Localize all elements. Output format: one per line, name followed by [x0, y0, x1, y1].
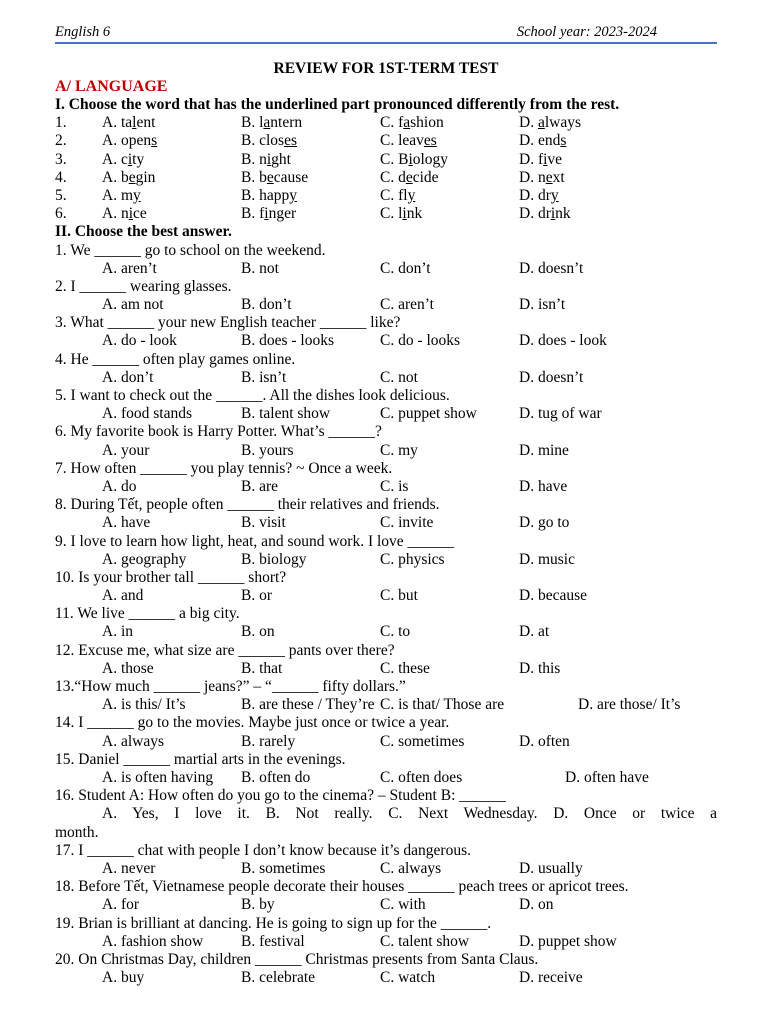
answer-option: B. because — [241, 168, 309, 186]
answer-option: D. five — [519, 150, 563, 168]
question-text: 18. Before Tết, Vietnamese people decorate their houses ______ peach trees or apricot trees. — [55, 878, 629, 896]
answer-continuation: month. — [55, 823, 99, 841]
answer-option: C. my — [380, 441, 418, 459]
question-text: 4. He ______ often play games online. — [55, 350, 296, 368]
part2-heading: II. Choose the best answer. — [55, 223, 232, 241]
answer-option: B. are these / They’re — [241, 696, 375, 714]
part2-list — [55, 242, 717, 988]
answer-option: B. are — [241, 477, 279, 495]
question-text: 1. We ______ go to school on the weekend. — [55, 241, 326, 259]
answer-options-row — [55, 296, 717, 314]
answer-options-row — [55, 769, 717, 787]
question-text: 2. I ______ wearing glasses. — [55, 277, 232, 295]
answer-options-row — [55, 260, 717, 278]
answer-option: A. is often having — [102, 768, 214, 786]
answer-option: B. finger — [241, 205, 297, 223]
question-text: 9. I love to learn how light, heat, and sound work. I love ______ — [55, 532, 455, 550]
answer-option: B. yours — [241, 441, 294, 459]
page-title: REVIEW FOR 1ST-TERM TEST — [273, 60, 499, 77]
answer-option: B. on — [241, 623, 275, 641]
answer-option: C. with — [380, 896, 426, 914]
answer-option: C. puppet show — [380, 405, 477, 423]
row-number: 4. — [55, 168, 67, 186]
question-text: 17. I ______ chat with people I don’t know because it’s dangerous. — [55, 841, 471, 859]
answer-option: D. go to — [519, 514, 570, 532]
question-text: 16. Student A: How often do you go to the cinema? – Student B: ______ — [55, 787, 506, 805]
answer-option: A. aren’t — [102, 259, 157, 277]
answer-option: B. don’t — [241, 296, 292, 314]
answer-options-row — [55, 733, 717, 751]
part1-heading: I. Choose the word that has the underlined part pronounced differently from the rest. — [55, 96, 620, 113]
answer-option: D. always — [519, 114, 582, 132]
answer-option: C. is that/ Those are — [380, 696, 505, 714]
answer-option: D. ends — [519, 132, 567, 150]
answer-option: D. next — [519, 168, 565, 186]
answer-option: B. happy — [241, 186, 297, 204]
row-number: 5. — [55, 186, 67, 204]
answer-option: D. this — [519, 659, 561, 677]
answer-option: C. fashion — [380, 114, 444, 132]
answer-option: B. night — [241, 150, 291, 168]
answer-options-row — [55, 478, 717, 496]
answer-option: B. closes — [241, 132, 297, 150]
answer-option: C. watch — [380, 969, 436, 987]
answer-option: C. link — [380, 205, 423, 223]
header-school-year: School year: 2023-2024 — [516, 24, 657, 40]
answer-option: C. sometimes — [380, 732, 465, 750]
section-a-heading: A/ LANGUAGE — [55, 78, 168, 95]
document-page — [55, 20, 717, 987]
row-number: 1. — [55, 114, 67, 132]
answer-option: D. usually — [519, 859, 583, 877]
answer-option: B. visit — [241, 514, 286, 532]
answer-option: D. tug of war — [519, 405, 602, 423]
answer-options-row — [55, 551, 717, 569]
answer-option: C. but — [380, 587, 418, 605]
answer-option: D. have — [519, 477, 568, 495]
answer-options-row: A. Yes, I love it. B. Not really. C. Next Wednesday. D. Once or twice a — [102, 805, 717, 823]
answer-option: A. do — [102, 477, 137, 495]
answer-option: B. often do — [241, 768, 311, 786]
question-text: 19. Brian is brilliant at dancing. He is going to sign up for the ______. — [55, 914, 492, 932]
question-text: 8. During Tết, people often ______ their relatives and friends. — [55, 496, 440, 514]
answer-option: C. fly — [380, 186, 416, 204]
answer-options-row — [55, 405, 717, 423]
answer-options-row — [55, 514, 717, 532]
answer-option: D. drink — [519, 205, 571, 223]
answer-options-row — [55, 369, 717, 387]
answer-options-row — [55, 332, 717, 350]
answer-option: C. these — [380, 659, 430, 677]
row-number: 3. — [55, 150, 67, 168]
answer-option: B. by — [241, 896, 275, 914]
answer-option: A. always — [102, 732, 164, 750]
answer-option: A. city — [102, 150, 145, 168]
answer-option: A. those — [102, 659, 154, 677]
question-text: 5. I want to check out the ______. All the dishes look delicious. — [55, 387, 450, 405]
answer-option: D. because — [519, 587, 587, 605]
answer-option: B. sometimes — [241, 859, 326, 877]
answer-option: D. dry — [519, 186, 559, 204]
answer-options-row — [55, 860, 717, 878]
answer-options-row — [55, 896, 717, 914]
answer-option: B. biology — [241, 550, 307, 568]
answer-options-row — [55, 969, 717, 987]
question-text: 20. On Christmas Day, children ______ Christmas presents from Santa Claus. — [55, 950, 539, 968]
question-text: 6. My favorite book is Harry Potter. What’s ______? — [55, 423, 382, 441]
part1-list — [55, 114, 717, 223]
answer-option: C. to — [380, 623, 411, 641]
answer-option: D. are those/ It’s — [578, 696, 681, 714]
answer-option: A. and — [102, 587, 144, 605]
question-text: 3. What ______ your new English teacher ______ like? — [55, 314, 401, 332]
answer-option: A. in — [102, 623, 133, 641]
answer-option: D. music — [519, 550, 575, 568]
answer-option: A. talent — [102, 114, 156, 132]
pronunciation-row — [55, 114, 717, 132]
answer-option: B. isn’t — [241, 368, 287, 386]
answer-option: C. often does — [380, 768, 463, 786]
answer-option: A. opens — [102, 132, 158, 150]
answer-options-row — [55, 623, 717, 641]
answer-option: C. aren’t — [380, 296, 434, 314]
answer-option: A. begin — [102, 168, 156, 186]
answer-option: C. is — [380, 477, 409, 495]
answer-option: B. does - looks — [241, 332, 334, 350]
pronunciation-row — [55, 132, 717, 150]
answer-option: C. physics — [380, 550, 445, 568]
answer-options-row — [55, 587, 717, 605]
answer-option: B. festival — [241, 932, 305, 950]
answer-option: B. talent show — [241, 405, 331, 423]
answer-option: A. have — [102, 514, 151, 532]
answer-option: D. doesn’t — [519, 259, 584, 277]
answer-option: D. does - look — [519, 332, 607, 350]
header-divider — [55, 42, 717, 44]
question-text: 11. We live ______ a big city. — [55, 605, 240, 623]
row-number: 6. — [55, 205, 67, 223]
answer-option: C. always — [380, 859, 442, 877]
answer-options-row — [55, 442, 717, 460]
question-text: 12. Excuse me, what size are ______ pants over there? — [55, 641, 395, 659]
answer-option: D. mine — [519, 441, 569, 459]
question-text: 7. How often ______ you play tennis? ~ Once a week. — [55, 459, 393, 477]
question-text: 10. Is your brother tall ______ short? — [55, 568, 287, 586]
answer-option: D. isn’t — [519, 296, 566, 314]
row-number: 2. — [55, 132, 67, 150]
answer-option: D. at — [519, 623, 550, 641]
answer-option: A. nice — [102, 205, 147, 223]
answer-option: D. receive — [519, 969, 583, 987]
page-header — [55, 20, 717, 42]
answer-option: C. invite — [380, 514, 434, 532]
question-text: 13.“How much ______ jeans?” – “______ fifty dollars.” — [55, 678, 406, 696]
answer-option: D. on — [519, 896, 554, 914]
answer-options-row — [55, 696, 717, 714]
answer-option: C. decide — [380, 168, 439, 186]
answer-option: C. talent show — [380, 932, 470, 950]
answer-option: B. that — [241, 659, 283, 677]
pronunciation-row — [55, 187, 717, 205]
header-subject: English 6 — [55, 24, 111, 40]
answer-option: C. leaves — [380, 132, 437, 150]
answer-option: B. or — [241, 587, 272, 605]
answer-option: A. don’t — [102, 368, 154, 386]
answer-options-row — [55, 933, 717, 951]
answer-option: A. am not — [102, 296, 164, 314]
answer-option: B. lantern — [241, 114, 303, 132]
answer-option: C. don’t — [380, 259, 431, 277]
answer-option: A. for — [102, 896, 140, 914]
answer-options-row — [55, 660, 717, 678]
answer-option: C. not — [380, 368, 418, 386]
answer-option: D. often have — [565, 768, 649, 786]
question-text: 15. Daniel ______ martial arts in the evenings. — [55, 750, 346, 768]
answer-option: B. not — [241, 259, 279, 277]
answer-option: A. do - look — [102, 332, 177, 350]
pronunciation-row — [55, 151, 717, 169]
answer-option: A. never — [102, 859, 156, 877]
answer-option: B. rarely — [241, 732, 296, 750]
answer-option: A. buy — [102, 969, 145, 987]
question-text: 14. I ______ go to the movies. Maybe just once or twice a year. — [55, 714, 450, 732]
answer-option: D. puppet show — [519, 932, 617, 950]
answer-option: D. often — [519, 732, 570, 750]
answer-option: C. do - looks — [380, 332, 461, 350]
answer-option: A. your — [102, 441, 150, 459]
answer-option: D. doesn’t — [519, 368, 584, 386]
answer-option: A. is this/ It’s — [102, 696, 186, 714]
answer-option: A. fashion show — [102, 932, 204, 950]
answer-option: B. celebrate — [241, 969, 316, 987]
answer-option: C. Biology — [380, 150, 449, 168]
pronunciation-row — [55, 205, 717, 223]
answer-option: A. my — [102, 186, 141, 204]
pronunciation-row — [55, 169, 717, 187]
answer-option: A. food stands — [102, 405, 192, 423]
answer-option: A. geography — [102, 550, 187, 568]
